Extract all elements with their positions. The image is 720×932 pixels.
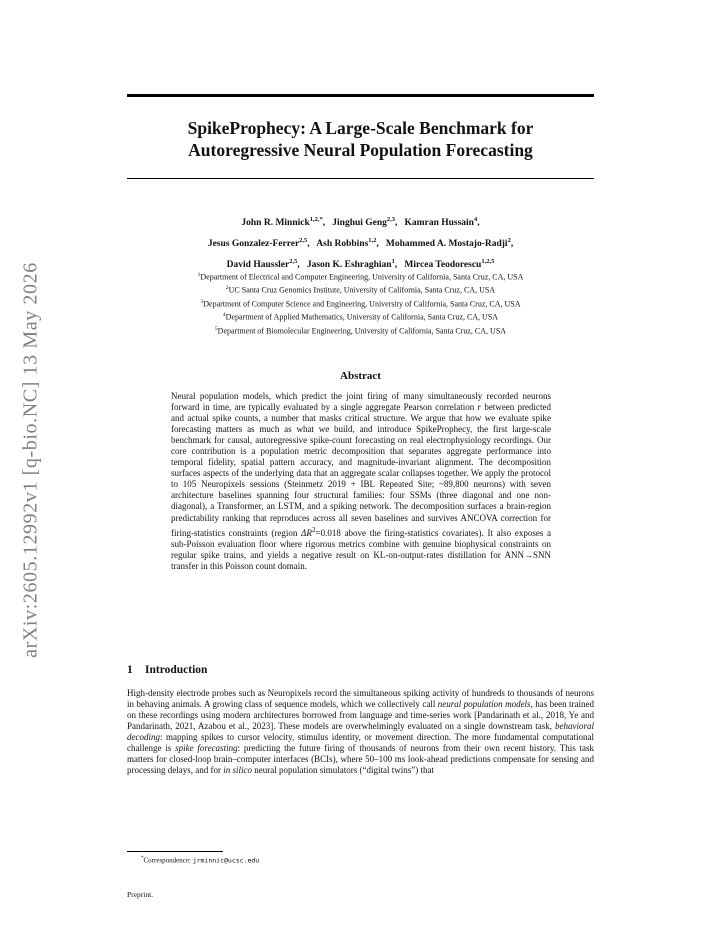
footnote-rule <box>127 851 223 852</box>
author-affil-marker: 2,3 <box>386 216 396 223</box>
affiliation-marker: 1 <box>197 272 201 278</box>
affiliation-marker: 3 <box>200 298 204 305</box>
affiliation-text: Department of Applied Mathematics, University of California, Santa Cruz, CA, USA <box>225 313 499 323</box>
author-line-1: John R. Minnick$^{1,2,*}$, Jinghui Geng$^{2,3}$, Kamran Hussain$^4$, <box>241 216 480 229</box>
author-name: Jinghui Geng <box>332 218 387 229</box>
intro-text: neural population simulators (“digital twins”) that <box>254 765 434 776</box>
title-bottom-rule <box>127 178 594 179</box>
title-top-rule <box>127 94 594 97</box>
intro-emphasis: in silico <box>223 765 252 776</box>
affiliation-marker: 5 <box>214 325 218 332</box>
abstract-body <box>171 391 551 572</box>
correspondence-email: jrminnic@ucsc.edu <box>192 856 260 865</box>
footnote-marker: * <box>141 856 144 861</box>
intro-emphasis: behavioral decoding <box>127 721 595 743</box>
arxiv-identifier <box>16 240 46 680</box>
affiliation-marker: 4 <box>222 312 226 319</box>
affiliation-item <box>127 310 594 323</box>
author-affil-marker: 4 <box>473 216 478 223</box>
section-heading <box>127 664 207 676</box>
affiliation-marker: 2 <box>225 285 229 292</box>
title-line-1: SpikeProphecy: A Large-Scale Benchmark for <box>187 118 534 138</box>
affiliation-text: Department of Biomolecular Engineering, University of California, Santa Cruz, CA, USA <box>217 326 507 336</box>
author-name: Jesus Gonzalez-Ferrer <box>207 239 300 250</box>
author-affil-marker: 1,2,* <box>309 216 323 223</box>
preprint-label: Preprint. <box>127 890 154 899</box>
affiliation-text: Department of Electrical and Computer Engineering, University of California, Santa Cruz, CA, USA <box>200 272 524 282</box>
author-affil-marker: 1,2 <box>368 237 377 245</box>
author-affil-marker: 2,5 <box>289 258 298 266</box>
arxiv-identifier-text: arXiv:2605.12992v1 [q-bio.NC] 13 May 2026 <box>19 262 42 658</box>
affiliation-text: UC Santa Cruz Genomics Institute, University of California, Santa Cruz, CA, USA <box>228 286 496 296</box>
intro-text: : predicting the future firing of thousands of neurons from their own recent history. This task matters for closed-loop brain–computer interfaces (BCIs), where 50–100 ms look-ahead predictions compensate for sensing and processing delays, and for <box>127 743 595 776</box>
author-line-3: David Haussler$^{2,5}$, Jason K. Eshraghian$^1$, Mircea Teodorescu$^{1,2,5}$ <box>226 258 495 271</box>
author-name: Mircea Teodorescu <box>404 260 482 271</box>
intro-emphasis: neural population models <box>437 699 531 710</box>
affiliation-item <box>127 270 594 283</box>
footnote-label: Correspondence: <box>143 856 191 865</box>
affiliation-item <box>127 283 594 296</box>
author-name: Ash Robbins <box>316 239 369 250</box>
affiliation-item <box>127 324 594 337</box>
title-line-2: Autoregressive Neural Population Forecasting <box>188 140 533 160</box>
author-affil-marker: 1 <box>391 258 395 266</box>
abstract-text: between predicted and actual spike counts, a number that masks critical structure. We argue that how we evaluate spike forecasting matters as much as what we build, and introduce SpikeProphecy, the first large-scale benchmark for causal, autoregressive spike-count forecasting on real electrophysiology recordings. Our core contribution is a population metric decomposition that separates aggregate performance into temporal fidelity, spatial pattern accuracy, and magnitude-invariant alignment. The decomposition surfaces aspects of the underlying data that an aggregate scalar collapses together. We apply the protocol to 105 Neuropixels sessions (Steinmetz 2019 + IBL Repeated Site; ~89,800 neurons) with seven architecture baselines spanning four structural families: four SSMs (three diagonal and one non-diagonal), a Transformer, an LSTM, and a spiking network. The decomposition surfaces a brain-region predictability ranking that reproduces across all seven baselines and survives ANCOVA correction for firing-statistics constraints (region <box>171 402 552 538</box>
abstract-math-delta: ΔR <box>301 527 312 538</box>
abstract-math-r: r <box>477 402 482 413</box>
abstract-text: Neural population models, which predict the joint firing of many simultaneously recorded neurons forward in time, are typically evaluated by a single aggregate Pearson correlation <box>171 391 551 413</box>
author-name: John R. Minnick <box>241 218 310 229</box>
author-list <box>127 211 594 274</box>
section-title: Introduction <box>145 664 208 676</box>
affiliation-list <box>127 270 594 337</box>
abstract-math-sup: 2 <box>311 524 316 534</box>
paper-title <box>127 117 594 161</box>
author-affil-marker: 1,2,5 <box>481 258 495 266</box>
intro-emphasis: spike forecasting <box>175 743 238 754</box>
intro-text: , has been trained on these recordings using modern architectures borrowed from language and time-series work [Pandarinath et al., 2018, Ye and Pandarinath, 2021, Azabou et al., 2023]. These models are overwhelmingly evaluated on a single downstream task, <box>127 699 595 732</box>
author-affil-marker: 2,5 <box>299 237 308 245</box>
author-name: Mohammed A. Mostajo-Radji <box>385 239 508 250</box>
affiliation-item <box>127 297 594 310</box>
intro-text: High-density electrode probes such as Neuropixels record the simultaneous spiking activity of hundreds to thousands of neurons in behaving animals. A growing class of sequence models, which we collectively call <box>127 688 594 710</box>
abstract-heading: Abstract <box>340 370 381 382</box>
section-number: 1 <box>127 664 133 676</box>
abstract-text: =0.018 above the firing-statistics covariates). It also exposes a sub-Poisson evaluation floor where rigorous metrics combine with genuine biophysical constraints on regular spike trains, and yields a negative result on KL-on-output-rates distillation for ANN→SNN transfer in this Poisson count domain. <box>171 527 552 571</box>
author-name: Jason K. Eshraghian <box>306 260 392 271</box>
author-name: David Haussler <box>226 260 290 271</box>
correspondence-footnote <box>141 856 259 864</box>
author-affil-marker: 2 <box>507 237 511 245</box>
affiliation-text: Department of Computer Science and Engineering, University of California, Santa Cruz, CA, USA <box>203 299 521 309</box>
author-line-2: Jesus Gonzalez-Ferrer$^{2,5}$, Ash Robbins$^{1,2}$, Mohammed A. Mostajo-Radji$^2$, <box>207 237 514 250</box>
introduction-body <box>127 688 594 776</box>
author-name: Kamran Hussain <box>404 218 474 229</box>
intro-text: : mapping spikes to cursor velocity, stimulus identity, or movement direction. The more fundamental computational challenge is <box>127 732 594 754</box>
